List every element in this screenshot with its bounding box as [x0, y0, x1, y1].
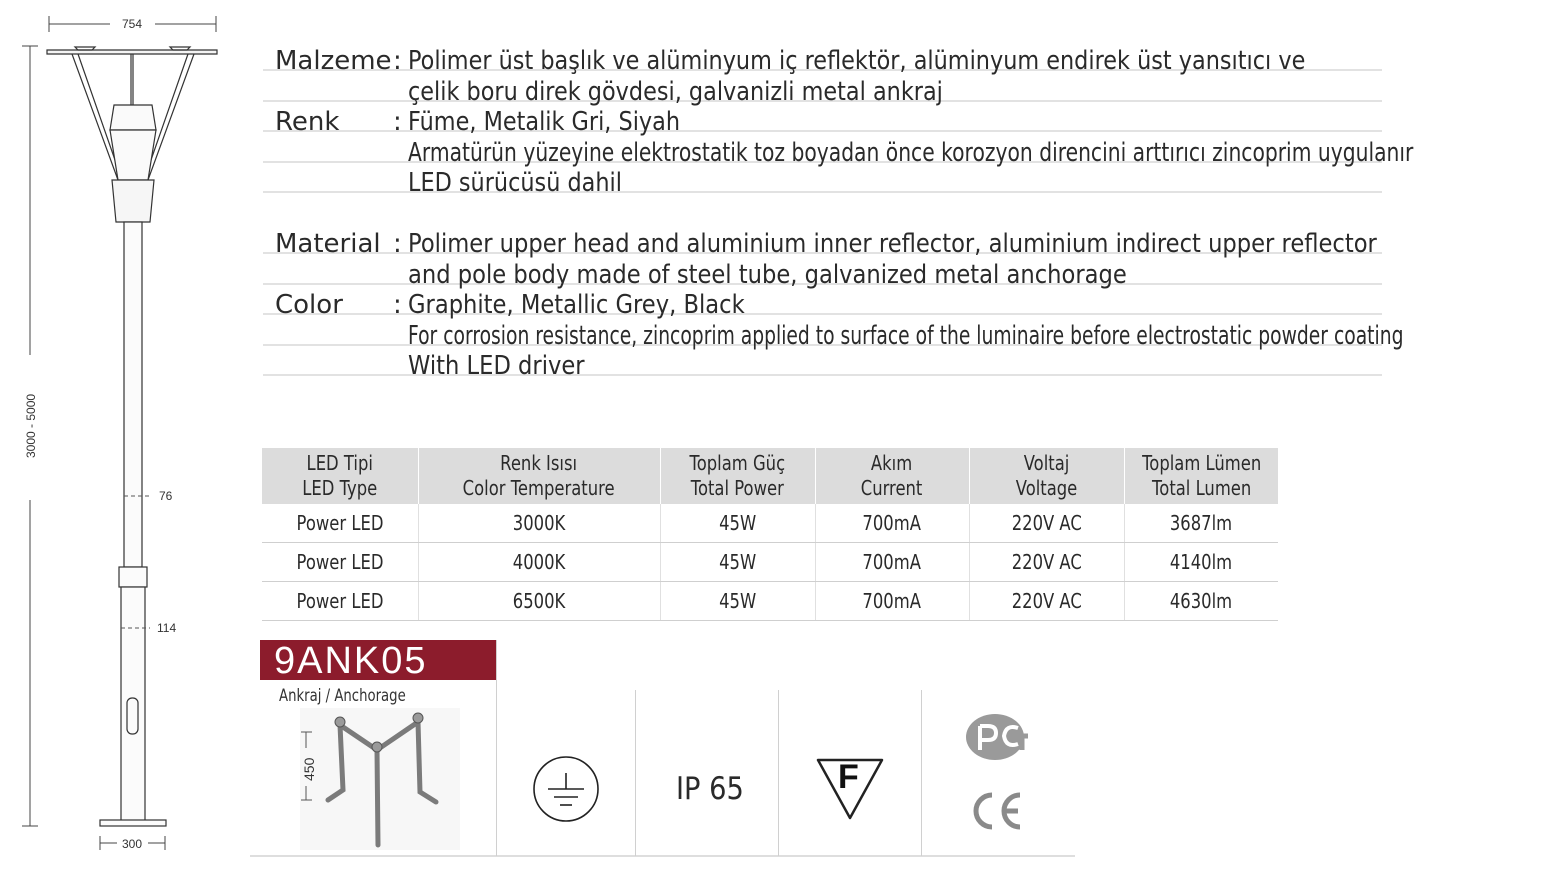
header-voltage: Voltaj Voltage: [969, 448, 1124, 504]
cell-led-type: Power LED: [262, 582, 418, 621]
spec-text-color: Graphite, Metallic Grey, Black: [408, 290, 745, 320]
spec-text-zincoprim-tr: Armatürün yüzeyine elektrostatik toz boyadan önce korozyon direncini arttırıcı zincoprim uygulanır: [408, 138, 1414, 168]
table-header-row: [262, 448, 1278, 504]
header-current: Akım Current: [815, 448, 969, 504]
cell-total-power: 45W: [660, 504, 815, 543]
pct-cert-icon: [966, 714, 1028, 760]
ip-rating: IP 65: [676, 771, 744, 807]
dim-114-label: 114: [157, 621, 177, 635]
dim-height-label: 3000 - 5000: [24, 393, 38, 458]
spec-label-color: Color: [275, 290, 343, 320]
spec-colon: :: [393, 107, 402, 137]
cell-color-temperature: 3000K: [418, 504, 660, 543]
f-mark-letter: F: [838, 758, 859, 796]
anchor-dim-label: 450: [301, 757, 317, 781]
divider: [921, 690, 922, 856]
cell-total-lumen: 4630lm: [1124, 582, 1278, 621]
product-code-badge: 9ANK05: [260, 640, 496, 680]
led-spec-table: [262, 448, 1278, 621]
spec-text-led-driver-tr: LED sürücüsü dahil: [408, 168, 622, 198]
spec-text-material-2: and pole body made of steel tube, galvanized metal anchorage: [408, 260, 1127, 290]
cell-voltage: 220V AC: [969, 582, 1124, 621]
cell-color-temperature: 4000K: [418, 543, 660, 582]
table-row: [262, 504, 1278, 543]
spec-text-malzeme-2: çelik boru direk gövdesi, galvanizli metal ankraj: [408, 77, 943, 107]
spec-label-malzeme: Malzeme: [275, 46, 392, 76]
cell-led-type: Power LED: [262, 543, 418, 582]
cell-total-lumen: 4140lm: [1124, 543, 1278, 582]
cell-voltage: 220V AC: [969, 504, 1124, 543]
spec-colon: :: [393, 46, 402, 76]
divider: [496, 640, 497, 856]
pole-body: [100, 222, 166, 826]
spec-text-malzeme-1: Polimer üst başlık ve alüminyum iç reflektör, alüminyum endirek üst yansıtıcı ve: [408, 46, 1306, 76]
spec-text-zincoprim-en: For corrosion resistance, zincoprim applied to surface of the luminaire before electrostatic powder coating: [408, 321, 1404, 351]
header-total-lumen: Toplam Lümen Total Lumen: [1124, 448, 1278, 504]
cell-total-lumen: 3687lm: [1124, 504, 1278, 543]
spec-text-led-driver-en: With LED driver: [408, 351, 585, 381]
dim-width-label: 754: [122, 17, 143, 31]
cell-led-type: Power LED: [262, 504, 418, 543]
cell-current: 700mA: [815, 504, 969, 543]
cell-total-power: 45W: [660, 543, 815, 582]
cell-voltage: 220V AC: [969, 543, 1124, 582]
spec-label-material: Material: [275, 229, 381, 259]
divider: [778, 690, 779, 856]
table-row: [262, 582, 1278, 621]
header-led-type: LED Tipi LED Type: [262, 448, 418, 504]
spec-label-renk: Renk: [275, 107, 340, 137]
cell-color-temperature: 6500K: [418, 582, 660, 621]
anchorage-caption: Ankraj / Anchorage: [279, 686, 406, 706]
ce-mark-icon: [976, 795, 1020, 827]
cell-current: 700mA: [815, 582, 969, 621]
cell-current: 700mA: [815, 543, 969, 582]
header-total-power: Toplam Güç Total Power: [660, 448, 815, 504]
cell-total-power: 45W: [660, 582, 815, 621]
dim-76-label: 76: [159, 489, 173, 503]
spec-text-material-1: Polimer upper head and aluminium inner reflector, aluminium indirect upper reflector: [408, 229, 1377, 259]
dim-base-label: 300: [122, 837, 143, 851]
header-color-temperature: Renk Isısı Color Temperature: [418, 448, 660, 504]
ground-icon: [534, 757, 598, 821]
table-row: [262, 543, 1278, 582]
anchorage-image: [300, 708, 460, 850]
divider: [635, 690, 636, 856]
lamp-head: [47, 47, 217, 222]
spec-text-renk: Füme, Metalik Gri, Siyah: [408, 107, 681, 137]
spec-colon: :: [393, 229, 402, 259]
spec-colon: :: [393, 290, 402, 320]
